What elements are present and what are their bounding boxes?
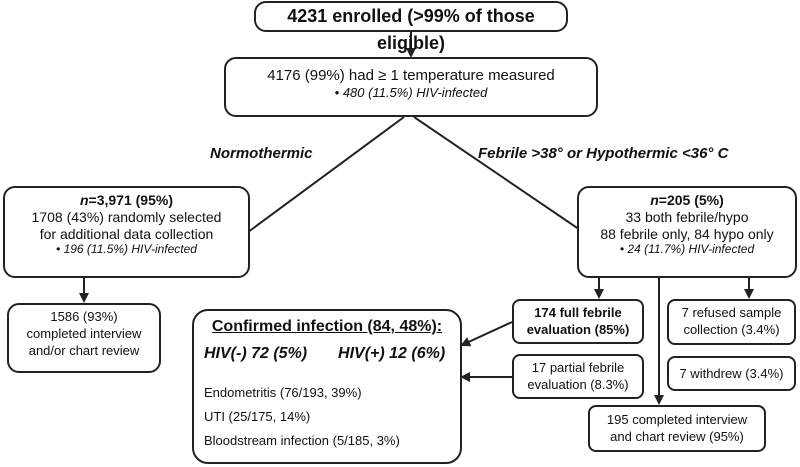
completed-count-text: 1586 (93%) [50,309,118,324]
arrow-full-eval-to-infection [462,322,512,345]
refused-box [667,299,796,345]
branch-febrile-label: Febrile >38° or Hypothermic <36° C [478,145,729,162]
enrolled-box [254,1,568,53]
refused-sample-text: 7 refused sample [681,305,782,320]
temperature-measured-text: 4176 (99%) had ≥ 1 temperature measured [267,67,555,84]
full-eval-count-text: 174 full febrile [534,305,622,320]
febrile-completed-interview-text: 195 completed interview [606,412,748,427]
confirmed-infection-box [192,309,462,464]
withdrew-text: 7 withdrew (3.4%) [679,366,784,381]
endometritis-text: Endometritis (76/193, 39%) [204,385,362,401]
normothermic-random-text: 1708 (43%) randomly selected [31,208,222,225]
partial-eval-percent-text: evaluation (8.3%) [527,376,629,392]
infection-title: Confirmed infection (84, 48%): [211,318,443,335]
febrile-box [577,186,797,278]
hiv-negative-text: HIV(-) 72 (5%) [204,345,308,363]
temperature-box [224,57,598,117]
febrile-count: =205 (5%) [658,192,724,208]
completed-chart-text: and/or chart review [28,342,140,358]
bloodstream-text: Bloodstream infection (5/185, 3%) [204,433,400,449]
hiv-positive-text: HIV(+) 12 (6%) [338,345,446,363]
enrolled-text: 4231 enrolled (>99% of those eligible) [287,6,535,53]
normothermic-count: =3,971 (95%) [88,192,173,208]
febrile-only-text: 88 febrile only, 84 hypo only [600,225,774,242]
n-symbol-right: n [650,192,659,208]
full-eval-percent-text: evaluation (85%) [526,321,630,337]
arrow-temp-to-febrile [414,117,592,238]
refused-collection-text: collection (3.4%) [683,321,780,337]
temperature-hiv-text: • 480 (11.5%) HIV-infected [334,85,488,100]
arrow-temp-to-normothermic [240,117,404,238]
normothermic-hiv-text: • 196 (11.5%) HIV-infected [56,242,197,257]
completed-interview-text: completed interview [26,325,142,341]
n-symbol-left: n [79,192,89,208]
normothermic-additional-text: for additional data collection [39,225,214,242]
full-eval-box [512,299,644,344]
branch-normothermic-label: Normothermic [210,145,313,162]
febrile-completed-chart-text: and chart review (95%) [610,428,744,444]
normothermic-box [3,186,250,278]
partial-eval-count-text: 17 partial febrile [531,360,625,375]
uti-text: UTI (25/175, 14%) [204,409,311,425]
partial-eval-box [512,354,644,399]
withdrew-box [667,356,796,391]
febrile-completed-box [588,405,766,452]
normothermic-completed-box [7,303,161,373]
febrile-hiv-text: • 24 (11.7%) HIV-infected [619,242,755,257]
febrile-both-text: 33 both febrile/hypo [625,208,749,225]
